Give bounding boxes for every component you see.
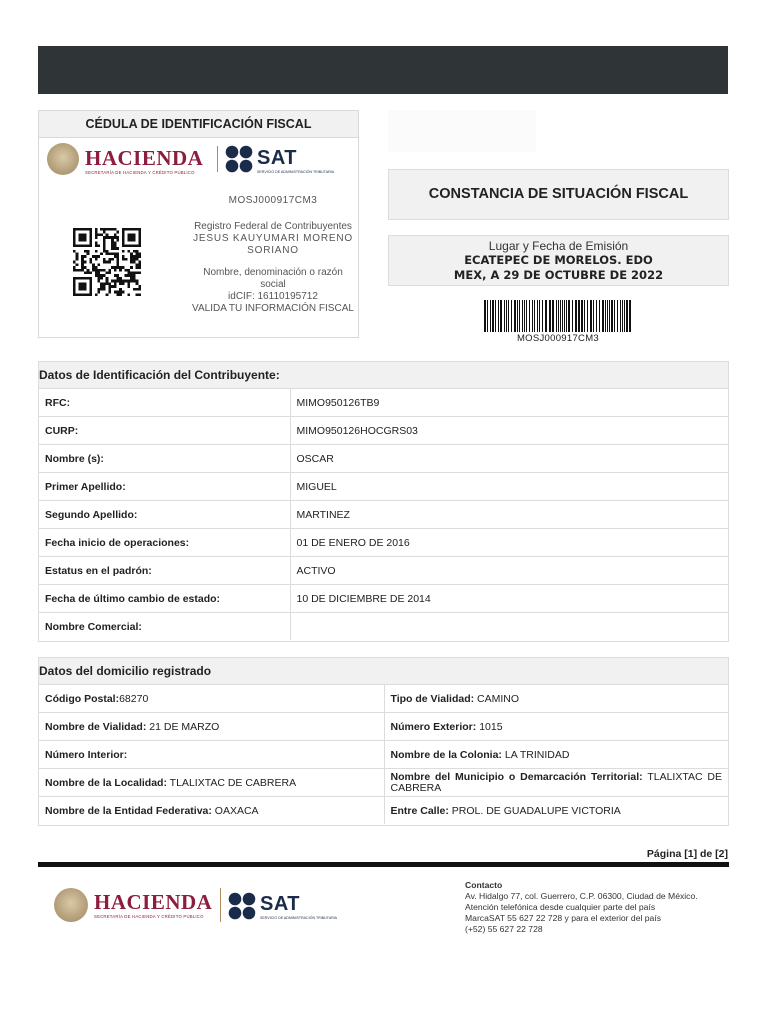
emision-label: Lugar y Fecha de Emisión — [488, 239, 629, 253]
table-row — [39, 389, 728, 417]
table-row — [39, 613, 728, 641]
top-header-bar — [38, 46, 728, 94]
domicilio-cell: Nombre de la Entidad Federativa: OAXACA — [39, 797, 384, 825]
row-value: MARTINEZ — [290, 501, 728, 529]
row-value — [290, 613, 728, 641]
domicilio-cell: Tipo de Vialidad: CAMINO — [384, 685, 728, 713]
table-row — [39, 585, 728, 613]
row-label: Nombre Comercial: — [39, 613, 290, 641]
cedula-card — [38, 110, 359, 338]
table-row — [39, 529, 728, 557]
cedula-taxpayer-name: JESUS KAUYUMARI MORENO SORIANO — [193, 233, 353, 256]
table-row — [39, 769, 728, 797]
row-label: Nombre (s): — [39, 445, 290, 473]
domicilio-section — [38, 657, 729, 826]
identificacion-section — [38, 361, 729, 642]
sat-logo-subtitle: SERVICIO DE ADMINISTRACIÓN TRIBUTARIA — [260, 916, 338, 920]
table-row — [39, 501, 728, 529]
page-indicator: Página [1] de [2] — [646, 848, 728, 860]
table-row — [39, 797, 728, 825]
row-label: Primer Apellido: — [39, 473, 290, 501]
domicilio-title: Datos del domicilio registrado — [39, 658, 728, 685]
table-row — [39, 685, 728, 713]
row-value: MIMO950126HOCGRS03 — [290, 417, 728, 445]
constancia-title: CONSTANCIA DE SITUACIÓN FISCAL — [388, 169, 729, 220]
row-label: CURP: — [39, 417, 290, 445]
contact-address: Av. Hidalgo 77, col. Guerrero, C.P. 06300, Ciudad de México. — [465, 891, 698, 901]
hacienda-logo-subtitle: SECRETARÍA DE HACIENDA Y CRÉDITO PÚBLICO — [85, 170, 195, 175]
row-value: 01 DE ENERO DE 2016 — [290, 529, 728, 557]
row-value: MIMO950126TB9 — [290, 389, 728, 417]
domicilio-cell: Nombre de la Colonia: LA TRINIDAD — [384, 741, 728, 769]
footer-rule — [38, 862, 729, 867]
row-label: Fecha inicio de operaciones: — [39, 529, 290, 557]
contact-info — [465, 880, 735, 935]
header-logos — [45, 143, 355, 177]
sat-logo-text: SAT — [257, 147, 298, 169]
logo-divider — [217, 146, 218, 172]
emision-box — [388, 235, 729, 286]
row-value: MIGUEL — [290, 473, 728, 501]
footer-logos — [54, 886, 364, 926]
cedula-title: CÉDULA DE IDENTIFICACIÓN FISCAL — [39, 111, 358, 138]
table-row — [39, 713, 728, 741]
cedula-denominacion-label: Nombre, denominación o razón social — [203, 267, 343, 290]
identificacion-title: Datos de Identificación del Contribuyente: — [39, 362, 728, 389]
cedula-valida-link[interactable]: VALIDA TU INFORMACIÓN FISCAL — [192, 303, 354, 314]
domicilio-cell: Número Interior: — [39, 741, 384, 769]
row-value: OSCAR — [290, 445, 728, 473]
cedula-idcif: idCIF: 16110195712 — [228, 291, 318, 302]
row-value: 10 DE DICIEMBRE DE 2014 — [290, 585, 728, 613]
domicilio-cell: Nombre de la Localidad: TLALIXTAC DE CABRERA — [39, 769, 384, 797]
sat-logo-subtitle: SERVICIO DE ADMINISTRACIÓN TRIBUTARIA — [257, 170, 335, 174]
cedula-details — [191, 195, 355, 315]
sat-dots-icon — [228, 892, 256, 920]
domicilio-cell: Nombre del Municipio o Demarcación Territorial: TLALIXTAC DE CABRERA — [384, 769, 728, 797]
barcode — [484, 300, 632, 332]
qr-code[interactable] — [73, 226, 141, 298]
barcode-text: MOSJ000917CM3 — [516, 333, 600, 344]
logo-divider — [220, 888, 221, 922]
row-value: ACTIVO — [290, 557, 728, 585]
row-label: Estatus en el padrón: — [39, 557, 290, 585]
row-label: Segundo Apellido: — [39, 501, 290, 529]
domicilio-table — [39, 685, 728, 824]
table-row — [39, 445, 728, 473]
table-row — [39, 557, 728, 585]
identificacion-table — [39, 389, 728, 640]
contact-title: Contacto — [465, 880, 503, 890]
faint-placeholder — [388, 110, 536, 152]
hacienda-logo-subtitle: SECRETARÍA DE HACIENDA Y CRÉDITO PÚBLICO — [94, 914, 204, 919]
domicilio-cell: Código Postal:68270 — [39, 685, 384, 713]
coat-of-arms-icon — [54, 888, 88, 922]
domicilio-cell: Nombre de Vialidad: 21 DE MARZO — [39, 713, 384, 741]
contact-phone: MarcaSAT 55 627 22 728 y para el exterior del país — [465, 913, 662, 923]
contact-line: Atención telefónica desde cualquier parte del país — [465, 902, 656, 912]
contact-phone-intl: (+52) 55 627 22 728 — [465, 924, 543, 934]
emision-value: ECATEPEC DE MORELOS. EDO MEX, A 29 DE OCTUBRE DE 2022 — [453, 253, 664, 282]
sat-dots-icon — [225, 145, 253, 173]
table-row — [39, 417, 728, 445]
table-row — [39, 473, 728, 501]
domicilio-cell: Número Exterior: 1015 — [384, 713, 728, 741]
table-row — [39, 741, 728, 769]
domicilio-cell: Entre Calle: PROL. DE GUADALUPE VICTORIA — [384, 797, 728, 825]
row-label: Fecha de último cambio de estado: — [39, 585, 290, 613]
hacienda-logo-text: HACIENDA — [94, 890, 213, 914]
sat-logo-text: SAT — [260, 893, 301, 915]
coat-of-arms-icon — [47, 143, 79, 175]
cedula-code: MOSJ000917CM3 — [228, 195, 318, 206]
cedula-registro-label: Registro Federal de Contribuyentes — [194, 221, 352, 232]
row-label: RFC: — [39, 389, 290, 417]
hacienda-logo-text: HACIENDA — [85, 146, 204, 170]
